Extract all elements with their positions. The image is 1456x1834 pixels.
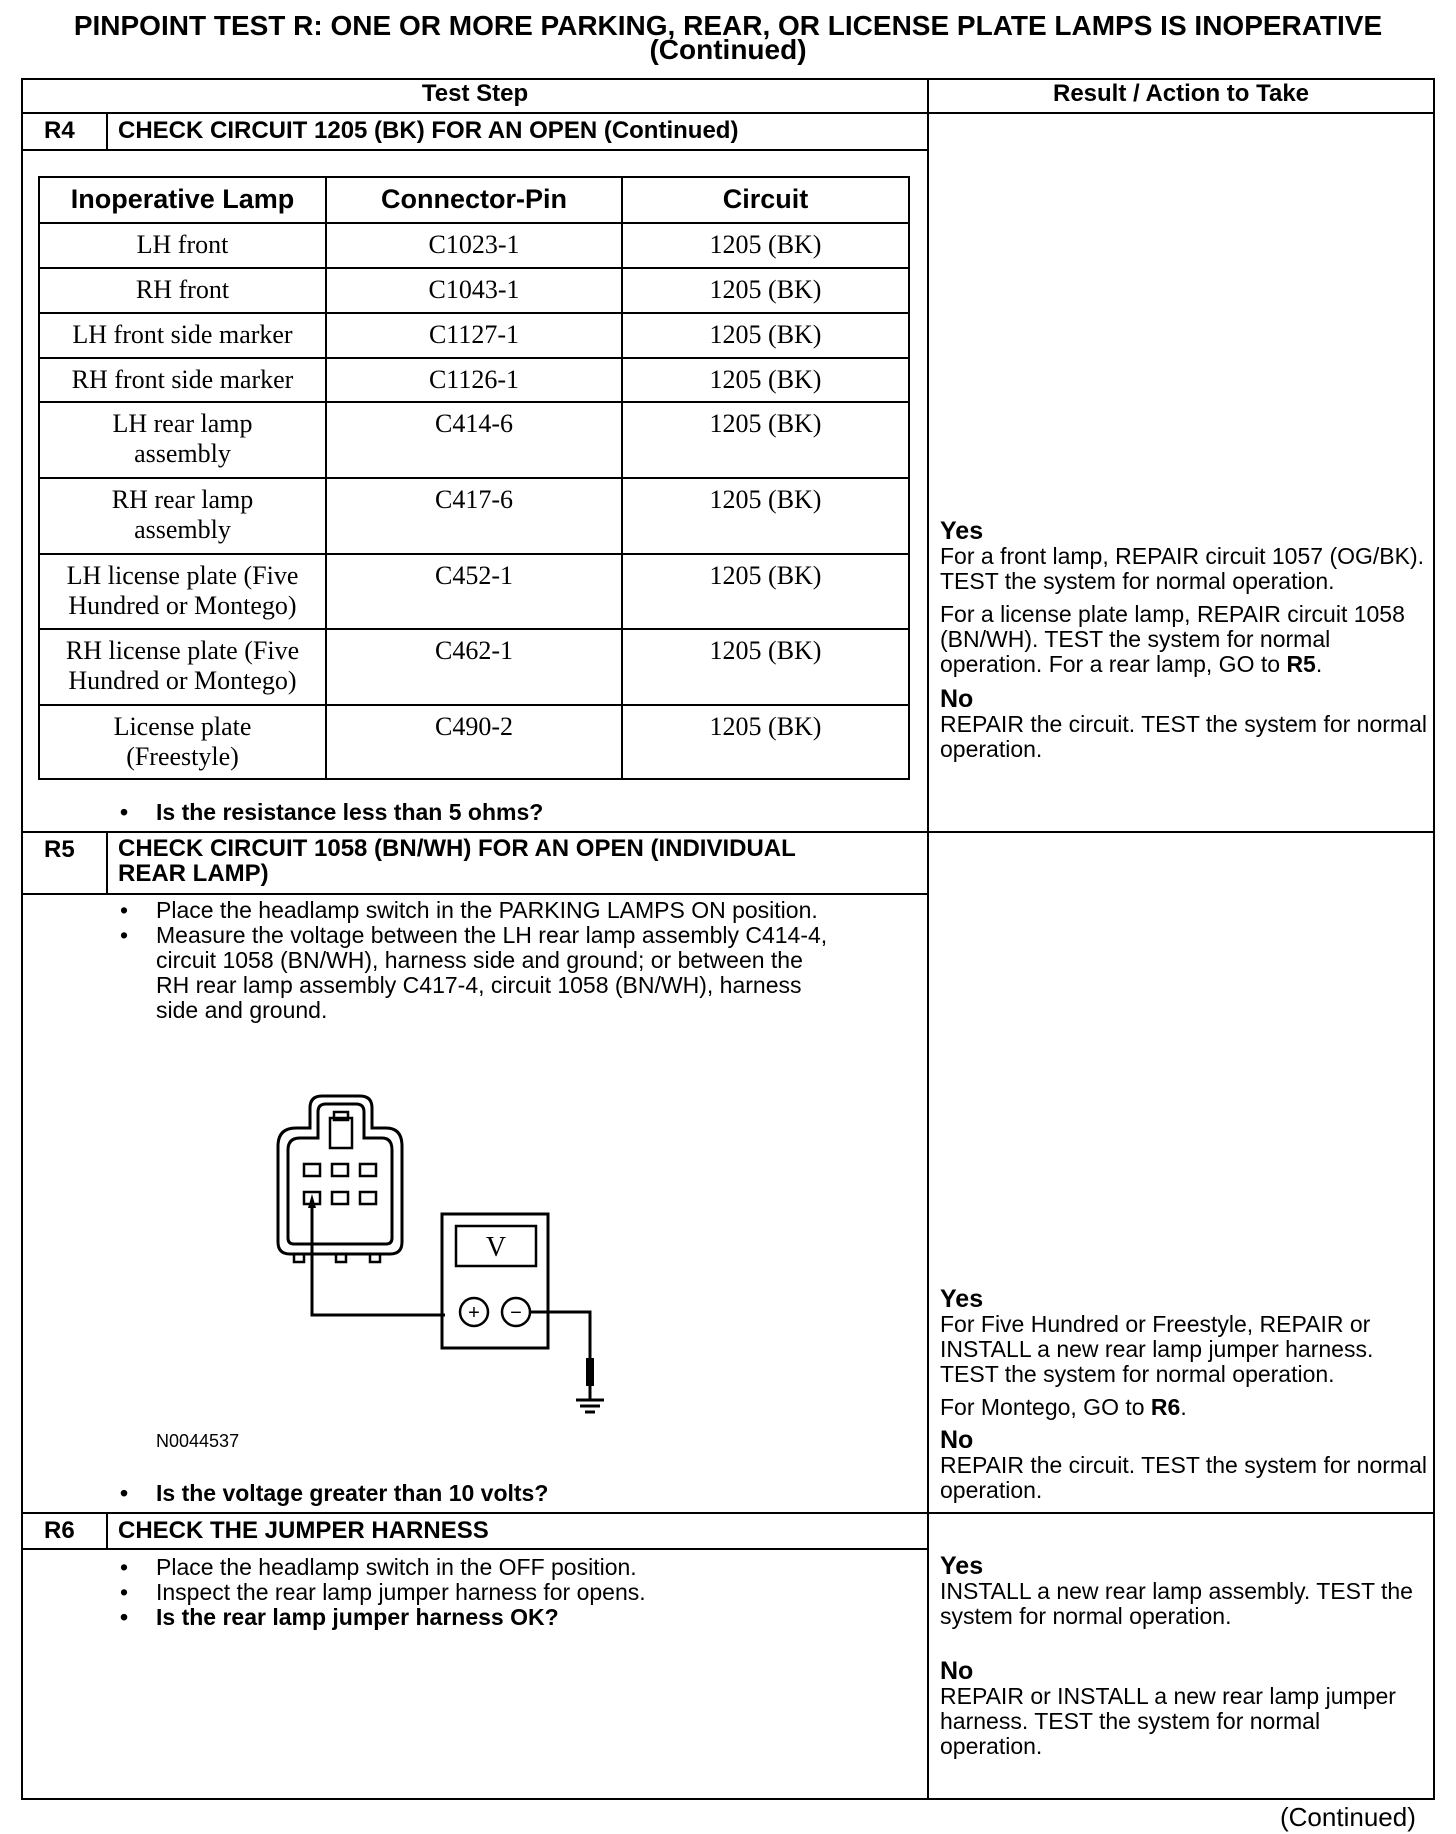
table-cell-lamp: RH front side marker [71,365,294,394]
r6-question: • Is the rear lamp jumper harness OK? [108,1605,918,1630]
r4-result [940,519,1430,762]
r6-bullet-1: • Place the headlamp switch in the OFF position. [108,1555,918,1580]
r4-yes-text-2 [940,602,1430,677]
table-cell-lamp-line1: LH license plate (Five [66,561,299,590]
table-cell-lamp-line2: Hundred or Montego) [68,666,297,695]
table-header-lamp: Inoperative Lamp [70,184,295,214]
r5-yes-text-2-body: For Montego, GO to [940,1394,1151,1420]
table-cell-circuit: 1205 (BK) [709,485,822,514]
r5-yes-label: Yes [940,1285,984,1313]
step-title-r4: CHECK CIRCUIT 1205 (BK) FOR AN OPEN (Continued) [118,117,739,144]
table-cell-lamp-line2: assembly [134,515,231,544]
table-cell-lamp-line2: assembly [134,439,231,468]
step-title-r5-line1: CHECK CIRCUIT 1058 (BN/WH) FOR AN OPEN (INDIVIDUAL [118,835,796,862]
voltmeter-label: V [485,1232,507,1263]
r5-goto-r6-link[interactable]: R6 [1150,1394,1181,1420]
table-cell-lamp-line1: License plate [113,712,252,741]
page-title [0,12,1456,64]
r5-result [940,1287,1432,1503]
r4-no-text: REPAIR the circuit. TEST the system for normal operation. [940,711,1427,762]
table-cell-lamp [40,712,325,772]
page-title-line1: PINPOINT TEST R: ONE OR MORE PARKING, REAR, OR LICENSE PLATE LAMPS IS INOPERATIVE [73,10,1383,41]
r5-bullet-1: • Place the headlamp switch in the PARKING LAMPS ON position. [108,898,828,923]
r5-no-label: No [940,1426,974,1454]
table-cell-lamp-line1: RH rear lamp [111,485,254,514]
table-cell-circuit: 1205 (BK) [709,636,822,665]
r6-bullet-2: • Inspect the rear lamp jumper harness for opens. [108,1580,918,1605]
r5-question-list [108,1481,918,1506]
table-cell-lamp-line1: LH rear lamp [112,409,253,438]
table-cell-lamp [40,485,325,545]
figure-id: N0044537 [156,1431,240,1451]
connector-latch [330,1118,352,1148]
r5-bullet-2: • Measure the voltage between the LH rear lamp assembly C414-4, circuit 1058 (BN/WH), harness side and ground; or between the RH rear lamp assembly C417-4, circuit 1058 (BN/WH), harness side and ground. [108,923,828,1023]
r5-yes-text-2 [940,1395,1432,1420]
table-header-circuit: Circuit [722,184,809,214]
r4-question: • Is the resistance less than 5 ohms? [108,800,918,825]
r6-instructions [108,1555,918,1630]
table-cell-pin: C1127-1 [428,320,520,349]
page-title-line2: (Continued) [649,34,807,65]
table-header-connector-pin: Connector-Pin [381,184,567,214]
table-cell-pin: C462-1 [435,636,513,665]
table-cell-circuit: 1205 (BK) [709,275,822,304]
step-id-r5: R5 [44,836,75,863]
connector-voltmeter-diagram [260,1090,620,1430]
table-cell-pin: C414-6 [435,409,513,438]
table-cell-pin: C1043-1 [428,275,520,304]
table-cell-circuit: 1205 (BK) [709,230,822,259]
table-cell-circuit: 1205 (BK) [709,320,822,349]
table-cell-circuit: 1205 (BK) [709,409,822,438]
r5-question: • Is the voltage greater than 10 volts? [108,1481,918,1506]
table-cell-lamp-line1: RH license plate (Five [65,636,300,665]
step-id-r6: R6 [44,1517,75,1544]
column-header-test-step: Test Step [421,80,529,107]
table-cell-circuit: 1205 (BK) [709,561,822,590]
table-cell-lamp [40,561,325,621]
table-cell-lamp: LH front side marker [72,320,293,349]
r6-no-text: REPAIR or INSTALL a new rear lamp jumper harness. TEST the system for normal operation. [940,1683,1396,1759]
r4-yes-text-2-end: . [1315,651,1323,677]
step-id-r4: R4 [44,117,75,144]
table-cell-circuit: 1205 (BK) [709,365,822,394]
table-cell-circuit: 1205 (BK) [709,712,822,741]
step-title-r5 [118,836,796,886]
r4-goto-r5-link[interactable]: R5 [1286,651,1316,677]
r4-yes-text-1: For a front lamp, REPAIR circuit 1057 (OG/BK). TEST the system for normal operation. [940,543,1424,594]
r5-instructions [108,898,828,1023]
table-cell-lamp-line2: Hundred or Montego) [68,591,297,620]
table-cell-pin: C452-1 [435,561,513,590]
table-cell-lamp: LH front [136,230,229,259]
column-header-result: Result / Action to Take [1052,80,1310,107]
step-title-r6: CHECK THE JUMPER HARNESS [118,1517,489,1544]
r4-no-label: No [940,685,974,713]
voltmeter-plus-label: + [468,1302,480,1324]
r4-yes-text-2-body: For a license plate lamp, REPAIR circuit 1058 (BN/WH). TEST the system for normal operation. For a rear lamp, GO to [940,601,1405,677]
r4-yes-label: Yes [940,517,984,545]
voltmeter-minus-label: − [510,1302,522,1324]
table-cell-lamp: RH front [135,275,230,304]
table-cell-pin: C490-2 [435,712,513,741]
table-cell-pin: C417-6 [435,485,513,514]
table-cell-lamp-line2: (Freestyle) [126,742,239,771]
r6-yes-text: INSTALL a new rear lamp assembly. TEST the system for normal operation. [940,1578,1413,1629]
table-cell-pin: C1126-1 [428,365,520,394]
table-cell-pin: C1023-1 [428,230,520,259]
r5-no-text: REPAIR the circuit. TEST the system for normal operation. [940,1452,1427,1503]
table-cell-lamp [40,636,325,696]
step-title-r5-line2: REAR LAMP) [118,860,269,887]
r5-yes-text-1: For Five Hundred or Freestyle, REPAIR or INSTALL a new rear lamp jumper harness. TEST the system for normal operation. [940,1311,1374,1387]
r6-yes-label: Yes [940,1552,984,1580]
r5-yes-text-2-end: . [1180,1394,1187,1420]
r6-no-label: No [940,1657,974,1685]
table-cell-lamp [40,409,325,469]
continued-footer: (Continued) [1280,1802,1416,1832]
r6-result [940,1554,1420,1759]
negative-lead [530,1312,590,1360]
r4-question-list [108,800,918,825]
